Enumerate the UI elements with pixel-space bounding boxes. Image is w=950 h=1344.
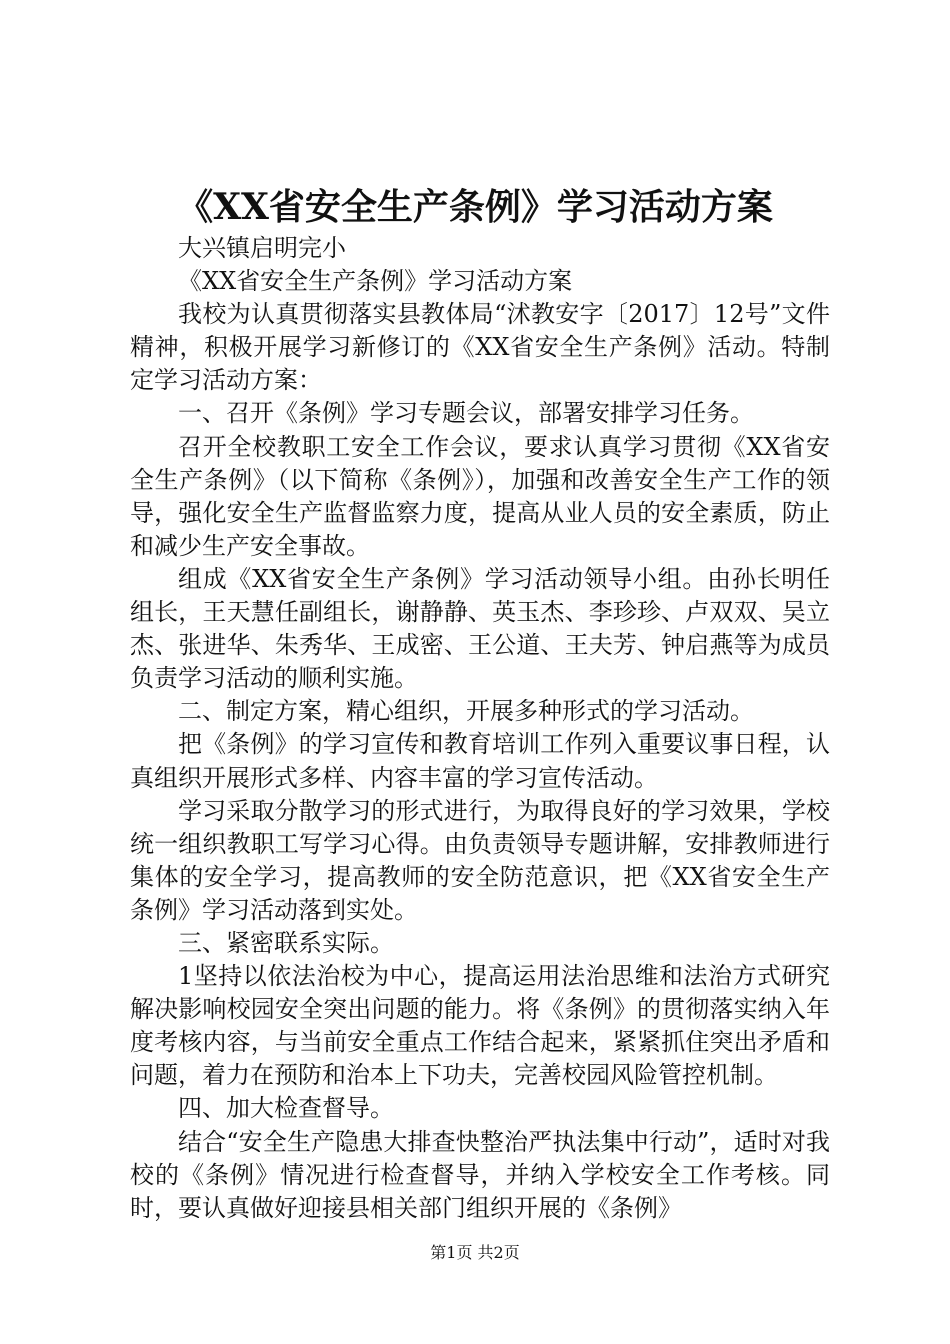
section-heading-4: 四、加大检查督导。 xyxy=(178,1094,394,1123)
paragraph: 召开全校教职工安全工作会议，要求认真学习贯彻《XX省安全生产条例》（以下简称《条例》），加强和改善安全生产工作的领导，强化安全生产监督监察力度，提高从业人员的安全素质，防止和减少生产安全事故。 xyxy=(130,432,830,560)
document-title: 《XX省安全生产条例》学习活动方案 xyxy=(177,186,773,228)
document-body xyxy=(130,232,830,1225)
section-heading-1: 一、召开《条例》学习专题会议，部署安排学习任务。 xyxy=(178,399,754,428)
paragraph: 1坚持以依法治校为中心，提高运用法治思维和法治方式研究解决影响校园安全突出问题的能力。将《条例》的贯彻落实纳入年度考核内容，与当前安全重点工作结合起来，紧紧抓住突出矛盾和问题，着力在预防和治本上下功夫，完善校园风险管控机制。 xyxy=(130,962,830,1090)
subtitle-line: 《XX省安全生产条例》学习活动方案 xyxy=(178,267,573,296)
paragraph: 把《条例》的学习宣传和教育培训工作列入重要议事日程，认真组织开展形式多样、内容丰富的学习宣传活动。 xyxy=(130,730,830,792)
section-heading-2: 二、制定方案，精心组织，开展多种形式的学习活动。 xyxy=(178,697,754,726)
section-heading-3: 三、紧密联系实际。 xyxy=(178,928,394,957)
school-name-line: 大兴镇启明完小 xyxy=(178,234,346,262)
paragraph: 学习采取分散学习的形式进行，为取得良好的学习效果，学校统一组织教职工写学习心得。由负责领导专题讲解，安排教师进行集体的安全学习，提高教师的安全防范意识，把《XX省安全生产条例》学习活动落到实处。 xyxy=(130,796,830,924)
paragraph: 组成《XX省安全生产条例》学习活动领导小组。由孙长明任组长，王天慧任副组长，谢静静、英玉杰、李珍珍、卢双双、吴立杰、张进华、朱秀华、王成密、王公道、王夫芳、钟启燕等为成员负责学习活动的顺利实施。 xyxy=(130,564,830,693)
intro-paragraph: 我校为认真贯彻落实县教体局“沭教安字〔2017〕12号”文件精神，积极开展学习新修订的《XX省安全生产条例》活动。特制定学习活动方案： xyxy=(130,300,830,395)
paragraph: 结合“安全生产隐患大排查快整治严执法集中行动”，适时对我校的《条例》情况进行检查督导，并纳入学校安全工作考核。同时，要认真做好迎接县相关部门组织开展的《条例》 xyxy=(130,1127,830,1222)
page-footer: 第1页 共2页 xyxy=(430,1243,520,1262)
